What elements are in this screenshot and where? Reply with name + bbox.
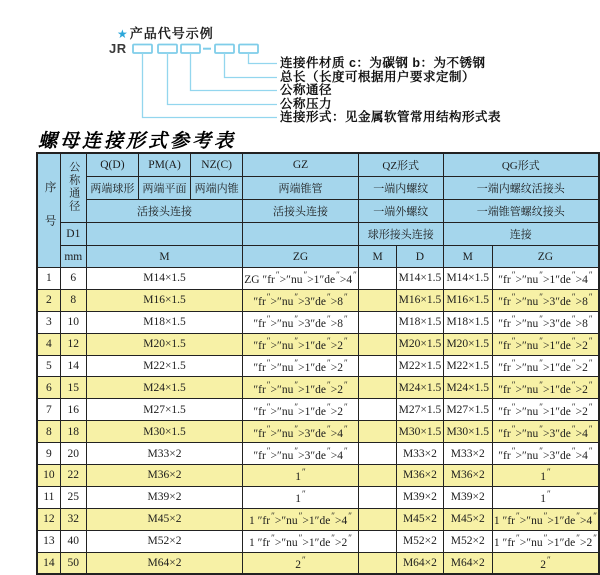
table-row [37,268,599,290]
table-cell: M45×2 [86,508,242,530]
table-cell: M39×2 [397,486,443,508]
header-group-nzc: NZ(C) [191,153,243,177]
table-cell: M27×1.5 [397,399,443,421]
table-cell: M52×2 [443,530,492,552]
table-cell: 15 [60,377,86,399]
table-cell: ″fr″>″nu″>1″de″>2″ [492,355,599,377]
code-label-pressure: 公称压力 [280,97,333,111]
table-cell: M39×2 [86,486,242,508]
header-unit-m: M [358,246,396,268]
table-cell: 12 [60,333,86,355]
table-cell: 1 ″fr″>″nu″>1″de″>4″ [492,508,599,530]
table-cell: ″fr″>″nu″>3″de″>4″ [243,443,359,465]
header-d1: D1 [60,223,86,246]
empty-cell [86,223,242,246]
header-serial: 序号 [37,153,60,268]
table-cell: 25 [60,486,86,508]
table-cell: M14×1.5 [443,268,492,290]
table-cell: M30×1.5 [397,421,443,443]
table-cell: 8 [37,421,60,443]
table-cell [358,443,396,465]
table-cell: ″fr″>″nu″>1″de″>2″ [492,333,599,355]
table-cell [358,508,396,530]
star-icon: ★ [117,27,128,41]
table-cell: ″fr″>″nu″>1″de″>2″ [243,355,359,377]
nut-connection-reference-table [36,152,600,575]
table-cell: M33×2 [397,443,443,465]
table-cell: M14×1.5 [397,268,443,290]
table-cell: M16×1.5 [86,289,242,311]
table-row [37,508,599,530]
header-group-pma: PM(A) [138,153,190,177]
table-cell: ″fr″>″nu″>3″de″>4″ [492,443,599,465]
table-cell: 2″ [243,552,359,574]
header-connection-type: 连接 [443,223,599,246]
header-group-qg: QG形式 [443,153,599,177]
table-cell: M64×2 [443,552,492,574]
table-row [37,377,599,399]
table-cell: ″fr″>″nu″>3″de″>4″ [243,421,359,443]
table-cell: M14×1.5 [86,268,242,290]
table-cell [358,333,396,355]
table-cell: ″fr″>″nu″>3″de″>8″ [492,311,599,333]
table-cell [358,377,396,399]
table-cell [358,311,396,333]
table-cell: ″fr″>″nu″>3″de″>4″ [492,421,599,443]
table-cell: 13 [37,530,60,552]
diagram-title-text: 产品代号示例 [129,26,214,41]
table-row [37,530,599,552]
table-cell: 8 [60,289,86,311]
header-joint-type: 一端外螺纹 [358,200,443,223]
table-cell: M20×1.5 [443,333,492,355]
table-cell: 1″ [492,486,599,508]
code-label-connection: 连接形式：见金属软管常用结构形式表 [280,110,502,124]
table-cell [358,268,396,290]
table-row [37,552,599,574]
header-nominal-diameter: 公称通径 [60,153,86,223]
table-cell: 50 [60,552,86,574]
header-connection-type: 球形接头连接 [358,223,443,246]
table-cell: ″fr″>″nu″>1″de″>2″ [243,333,359,355]
table-cell: 10 [60,311,86,333]
table-cell: 1″ [492,465,599,487]
table-cell: ″fr″>″nu″>3″de″>8″ [243,311,359,333]
table-cell: M27×1.5 [86,399,242,421]
table-cell: 6 [60,268,86,290]
table-cell [358,552,396,574]
table-cell: M16×1.5 [443,289,492,311]
table-cell: M22×1.5 [397,355,443,377]
header-unit-d: D [397,246,443,268]
table-cell: M45×2 [397,508,443,530]
table-cell: M18×1.5 [86,311,242,333]
table-cell [358,530,396,552]
table-cell: 1″ [243,486,359,508]
table-cell: 5 [37,355,60,377]
table-cell: 2″ [492,552,599,574]
table-cell [358,399,396,421]
table-cell: 40 [60,530,86,552]
table-cell: ZG ″fr″>″nu″>1″de″>4″ [243,268,359,290]
table-cell: M16×1.5 [397,289,443,311]
table-cell: ″fr″>″nu″>1″de″>4″ [492,268,599,290]
table-cell: M52×2 [397,530,443,552]
table-cell [358,486,396,508]
table-cell: M18×1.5 [397,311,443,333]
table-title: 螺母连接形式参考表 [38,131,237,152]
header-end-type: 两端平面 [138,177,190,200]
table-cell: 32 [60,508,86,530]
header-group-gz: GZ [243,153,359,177]
diagram-title [117,23,214,42]
table-cell: M33×2 [86,443,242,465]
table-row [37,486,599,508]
table-row [37,465,599,487]
table-cell: 12 [37,508,60,530]
table-cell [358,465,396,487]
table-row [37,333,599,355]
header-unit-zg: ZG [243,246,359,268]
code-label-material: 连接件材质 c：为碳钢 b：为不锈钢 [280,56,486,70]
connector-lines [143,53,278,118]
table-cell: M27×1.5 [443,399,492,421]
table-row [37,289,599,311]
header-end-type: 两端球形 [86,177,138,200]
table-cell: 16 [60,399,86,421]
table-cell: 1 ″fr″>″nu″>1″de″>2″ [243,530,359,552]
table-cell: 1 ″fr″>″nu″>1″de″>4″ [243,508,359,530]
table-cell: M22×1.5 [443,355,492,377]
table-cell: M52×2 [86,530,242,552]
table-cell: M30×1.5 [443,421,492,443]
table-cell: M39×2 [443,486,492,508]
empty-cell [243,223,359,246]
header-joint-type: 一端锥管螺纹接头 [443,200,599,223]
header-end-type: 两端锥管 [243,177,359,200]
header-joint-type: 活接头连接 [86,200,242,223]
table-header [37,153,599,268]
table-cell: M22×1.5 [86,355,242,377]
table-cell: ″fr″>″nu″>3″de″>8″ [243,289,359,311]
table-cell: 18 [60,421,86,443]
table-row [37,311,599,333]
table-cell: 14 [37,552,60,574]
table-cell: 9 [37,443,60,465]
table-cell: M45×2 [443,508,492,530]
header-joint-type: 活接头连接 [243,200,359,223]
table-row [37,443,599,465]
table-cell: 10 [37,465,60,487]
table-cell: M24×1.5 [397,377,443,399]
header-unit-m: M [443,246,492,268]
table-cell: 4 [37,333,60,355]
header-end-type: 一端内螺纹 [358,177,443,200]
table-cell: M36×2 [397,465,443,487]
header-unit-m: M [86,246,242,268]
table-row [37,421,599,443]
table-cell: 3 [37,311,60,333]
header-unit-zg: ZG [492,246,599,268]
table-row [37,355,599,377]
table-cell: 14 [60,355,86,377]
code-boxes [133,45,258,54]
table-cell: ″fr″>″nu″>1″de″>2″ [243,377,359,399]
table-cell: 20 [60,443,86,465]
code-label-diameter: 公称通径 [280,83,333,97]
header-group-qz: QZ形式 [358,153,443,177]
table-cell [358,289,396,311]
table-cell: 2 [37,289,60,311]
table-cell: M20×1.5 [86,333,242,355]
table-cell [358,421,396,443]
table-cell: 7 [37,399,60,421]
table-cell: M24×1.5 [443,377,492,399]
header-end-type: 一端内螺纹活接头 [443,177,599,200]
table-cell [358,355,396,377]
table-cell: 22 [60,465,86,487]
header-mm: mm [60,246,86,268]
table-cell: M64×2 [86,552,242,574]
table-cell: M36×2 [86,465,242,487]
table-cell: 1″ [243,465,359,487]
table-cell: ″fr″>″nu″>1″de″>2″ [243,399,359,421]
table-cell: M30×1.5 [86,421,242,443]
table-row [37,399,599,421]
table-body [37,268,599,575]
table-cell: ″fr″>″nu″>3″de″>8″ [492,289,599,311]
table-cell: M36×2 [443,465,492,487]
table-cell: M64×2 [397,552,443,574]
code-label-length: 总长（长度可根据用户要求定制） [280,70,476,84]
table-cell: M18×1.5 [443,311,492,333]
table-cell: 6 [37,377,60,399]
table-cell: M33×2 [443,443,492,465]
product-code-prefix: JR [109,41,127,56]
table-cell: 11 [37,486,60,508]
table-cell: 1 ″fr″>″nu″>1″de″>2″ [492,530,599,552]
table-cell: 1 [37,268,60,290]
header-end-type: 两端内锥 [191,177,243,200]
table-cell: ″fr″>″nu″>1″de″>2″ [492,377,599,399]
table-cell: M20×1.5 [397,333,443,355]
table-cell: ″fr″>″nu″>1″de″>2″ [492,399,599,421]
header-group-qd: Q(D) [86,153,138,177]
table-cell: M24×1.5 [86,377,242,399]
